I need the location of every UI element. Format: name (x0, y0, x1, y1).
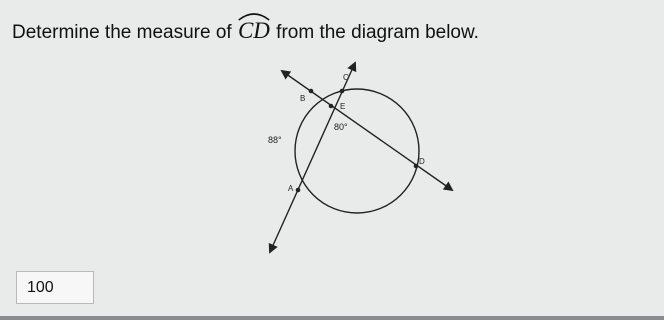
answer-input[interactable] (16, 271, 94, 304)
label-a: A (288, 184, 294, 193)
question-suffix: from the diagram below. (270, 22, 479, 43)
label-c: C (343, 73, 349, 82)
answer-value: 100 (27, 279, 54, 296)
point-a (296, 188, 301, 193)
circle (295, 89, 419, 213)
label-b: B (300, 94, 306, 103)
line-bd (282, 71, 452, 190)
point-e (329, 104, 334, 109)
label-d: D (419, 157, 425, 166)
angle-e-label: 80° (334, 122, 348, 132)
arc-label: CD (237, 18, 270, 43)
arc-ab-label: 88° (268, 135, 282, 145)
point-b (309, 89, 314, 94)
question-prefix: Determine the measure of (12, 22, 237, 43)
bottom-divider (0, 316, 664, 320)
point-d (414, 164, 419, 169)
point-c (340, 89, 345, 94)
label-e: E (340, 102, 346, 111)
